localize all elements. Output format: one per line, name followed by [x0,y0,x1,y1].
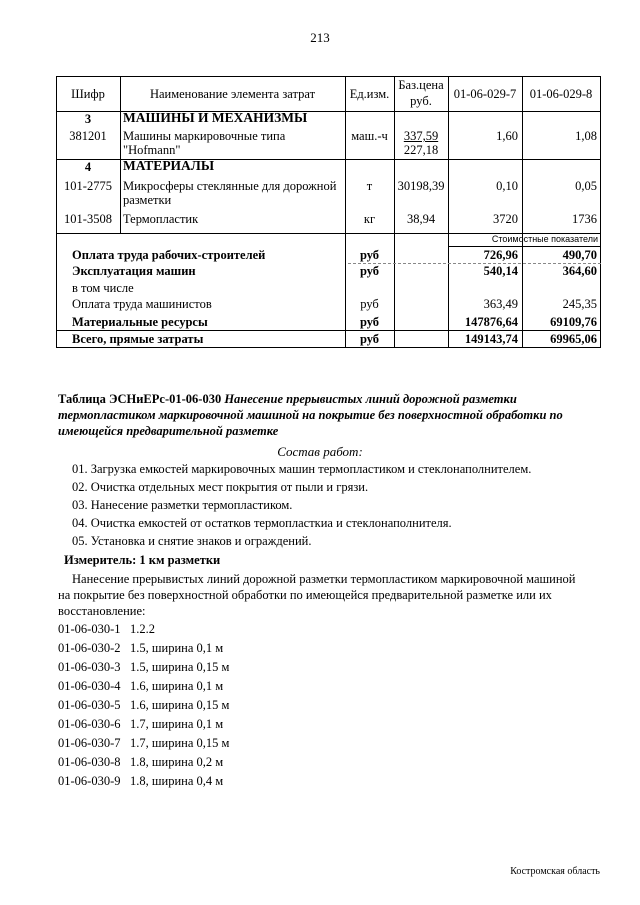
summary-label: Оплата труда машинистов [72,297,212,311]
row-price: 30198,39 [397,179,445,193]
code-id: 01-06-030-5 [58,698,121,712]
code-id: 01-06-030-4 [58,679,121,693]
work-item: 04. Очистка емкостей от остатков термопласткиа и стеклонаполнителя. [72,516,452,530]
row-code: 101-3508 [64,212,112,226]
code-item [58,641,224,655]
code-desc: 1.5, ширина 0,1 м [130,641,224,655]
section-title: МАШИНЫ И МЕХАНИЗМЫ [123,110,308,125]
row-name: Термопластик [123,212,199,226]
code-id: 01-06-030-2 [58,641,121,655]
code-desc: 1.8, ширина 0,2 м [130,755,224,769]
code-id: 01-06-030-6 [58,717,121,731]
summary-value-col8: 245,35 [562,297,597,311]
description-line: на покрытие без поверхностной обработки по имеющейся предварительной разметке или их [58,588,552,602]
header-col8: 01-06-029-8 [529,87,593,101]
code-desc: 1.8, ширина 0,4 м [130,774,224,788]
row-price: 337,59 [403,129,439,143]
row-name-cont: "Hofmann" [123,143,181,157]
summary-unit: руб [359,248,380,262]
code-desc: 1.6, ширина 0,15 м [130,698,230,712]
summary-label: Эксплуатация машин [72,264,196,278]
summary-label: Всего, прямые затраты [72,332,204,346]
table-rule [56,347,601,348]
code-item [58,717,224,731]
row-price: 38,94 [406,212,436,226]
summary-label: в том числе [72,281,134,295]
row-code: 381201 [69,129,107,143]
code-item [58,698,230,712]
row-unit: маш.-ч [351,129,388,143]
code-item [58,622,155,636]
summary-value-col7: 540,14 [483,264,518,278]
work-item: 03. Нанесение разметки термопластиком. [72,498,293,512]
measure-unit: Измеритель: 1 км разметки [64,553,221,567]
code-desc: 1.5, ширина 0,15 м [130,660,230,674]
header-col7: 01-06-029-7 [453,87,517,101]
work-composition-title: Состав работ: [277,444,363,459]
row-code: 101-2775 [64,179,112,193]
code-item [58,774,224,788]
row-unit: кг [363,212,376,226]
section-title: МАТЕРИАЛЫ [123,158,215,173]
row-unit: т [366,179,373,193]
table-rule [56,76,601,77]
code-id: 01-06-030-7 [58,736,121,750]
code-item [58,679,224,693]
description-line: Нанесение прерывистых линий дорожной разметки термопластиком маркировочной машиной [72,572,576,586]
code-id: 01-06-030-8 [58,755,121,769]
cost-caption: Стоимостные показатели [491,234,598,244]
summary-value-col8: 69965,06 [550,332,597,346]
row-value-col8: 1,08 [575,129,597,143]
section-number: 3 [84,112,92,126]
header-unit: Ед.изм. [349,87,390,101]
row-value-col8: 0,05 [575,179,597,193]
summary-value-col8: 69109,76 [550,315,597,329]
work-item: 01. Загрузка емкостей маркировочных машин термопластиком и стеклонаполнителем. [72,462,532,476]
footer-region: Костромская область [510,866,600,877]
summary-value-col7: 726,96 [483,248,518,262]
summary-unit: руб [359,332,380,346]
description-line: восстановление: [58,604,146,618]
work-item: 05. Установка и снятие знаков и ограждений. [72,534,312,548]
table-heading-text: Нанесение прерывистых линий дорожной разметки термопластиком маркировочной машиной на покрытие без поверхностной обработки по имеющейся предварительной разметке [58,392,563,438]
cost-table [56,76,601,348]
code-item [58,660,230,674]
header-name: Наименование элемента затрат [149,87,316,101]
code-desc: 1.6, ширина 0,1 м [130,679,224,693]
table-rule [448,246,601,247]
summary-value-col7: 149143,74 [464,332,518,346]
code-desc: 1.7, ширина 0,15 м [130,736,230,750]
section-number: 4 [84,160,92,174]
summary-value-col8: 490,70 [562,248,597,262]
row-name: Машины маркировочные типа [123,129,286,143]
row-name: Микросферы стеклянные для дорожной [123,179,337,193]
row-value-col8: 1736 [572,212,597,226]
table-rule [600,76,601,348]
table-heading-id: Таблица ЭСНиЕРс-01-06-030 [58,392,225,406]
header-price-line1: Баз.цена [398,78,444,92]
code-desc: 1.2.2 [130,622,155,636]
code-id: 01-06-030-3 [58,660,121,674]
code-id: 01-06-030-1 [58,622,121,636]
code-item [58,736,230,750]
header-price-line2: руб. [410,94,432,108]
row-value-col7: 3720 [493,212,518,226]
summary-unit: руб [359,264,380,278]
summary-unit: руб [360,297,379,311]
summary-value-col7: 363,49 [483,297,518,311]
header-code: Шифр [71,87,105,101]
row-value-col7: 0,10 [496,179,518,193]
table-heading [58,391,598,439]
code-item [58,755,224,769]
code-id: 01-06-030-9 [58,774,121,788]
row-name-cont: разметки [123,193,172,207]
page-number: 213 [310,30,330,45]
summary-unit: руб [359,315,380,329]
summary-label: Оплата труда рабочих-строителей [72,248,266,262]
summary-value-col7: 147876,64 [464,315,518,329]
code-desc: 1.7, ширина 0,1 м [130,717,224,731]
row-value-col7: 1,60 [496,129,518,143]
row-price-alt: 227,18 [403,143,439,157]
table-rule [56,330,601,331]
summary-value-col8: 364,60 [562,264,597,278]
summary-label: Материальные ресурсы [72,315,208,329]
work-item: 02. Очистка отдельных мест покрытия от пыли и грязи. [72,480,369,494]
